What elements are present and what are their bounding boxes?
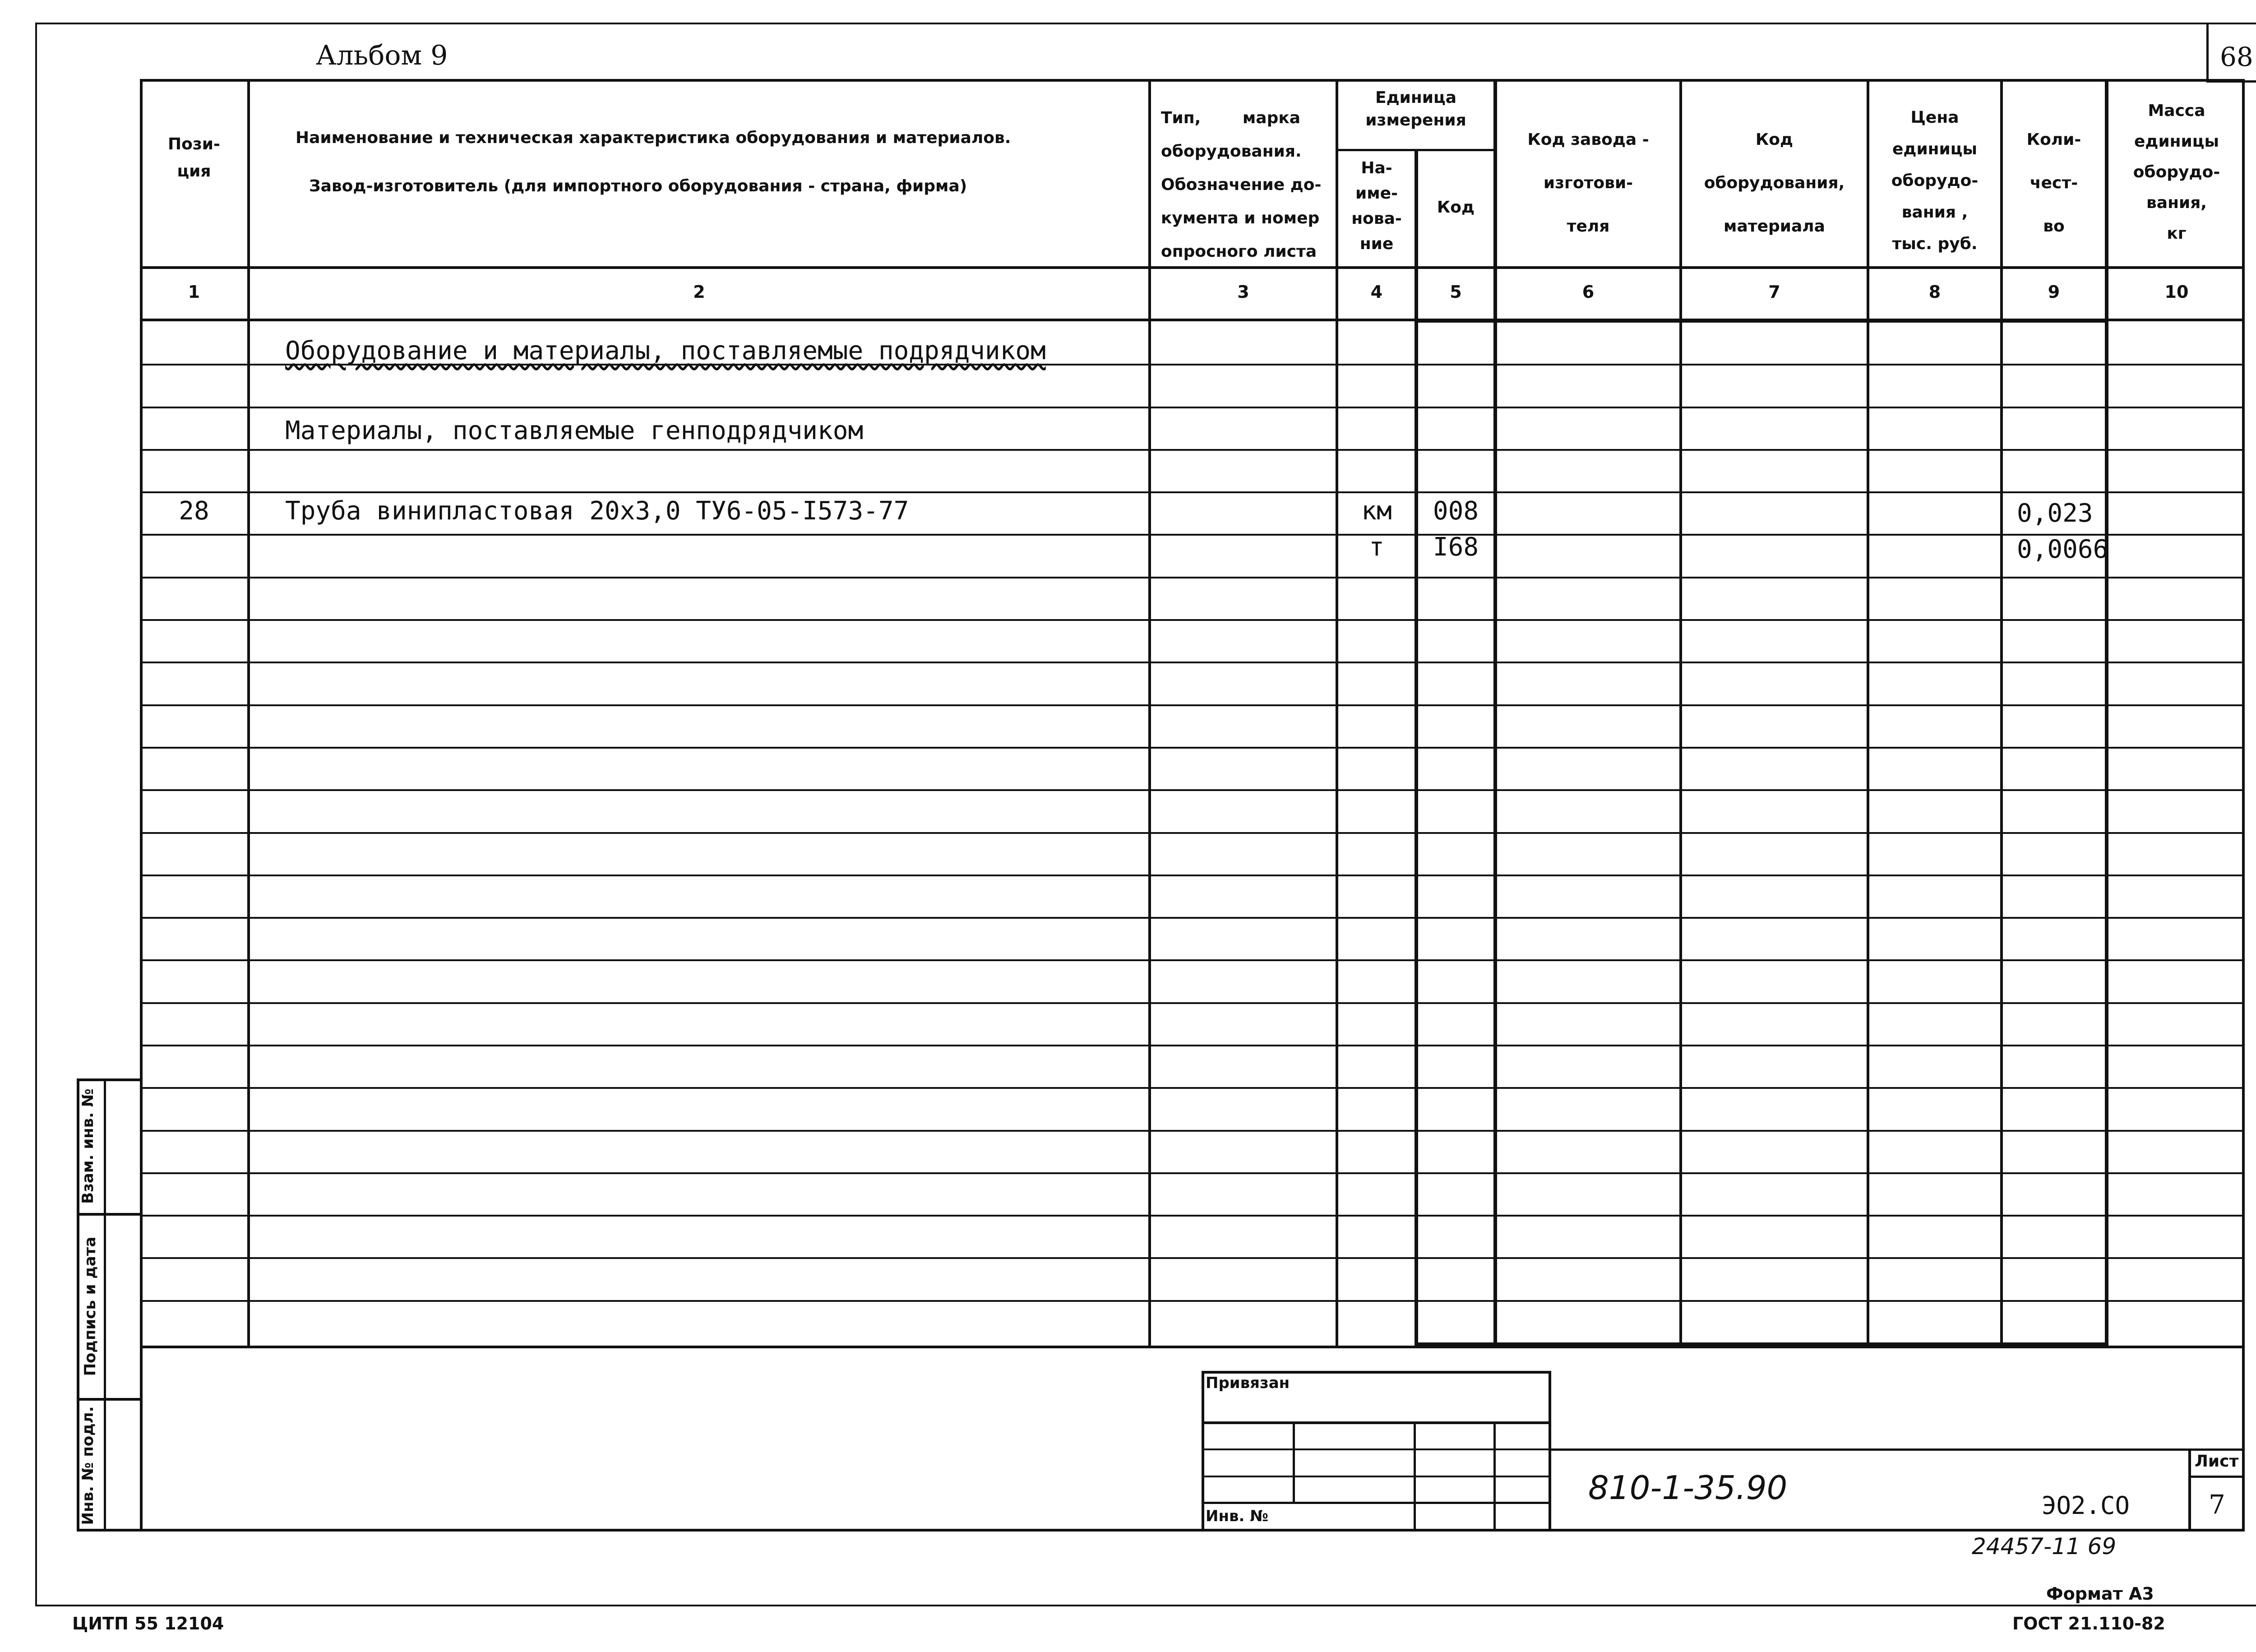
table-row-line xyxy=(140,789,2245,791)
header-col3-line4: кумента и номер xyxy=(1161,209,1320,227)
row-28-position: 28 xyxy=(179,496,209,526)
header-col3 xyxy=(1151,102,1336,268)
header-col9-line1: Коли- xyxy=(2026,130,2081,149)
side-stamp-div1 xyxy=(77,1213,143,1216)
colnum-10: 10 xyxy=(2164,282,2189,302)
header-col8-line4: вания , xyxy=(1901,203,1968,222)
row-28b-code: I68 xyxy=(1433,532,1479,562)
row-28b-unit: т xyxy=(1369,532,1384,562)
side-stamp-vzam: Взам. инв. № xyxy=(79,1088,97,1204)
header-unit-group xyxy=(1338,87,1493,132)
header-col1 xyxy=(140,131,248,185)
col-line-9 xyxy=(2000,79,2003,1348)
header-col10-line1: Масса xyxy=(2148,102,2205,120)
table-row-line xyxy=(140,747,2245,749)
project-code: 810-1-35.90 xyxy=(1588,1469,1788,1507)
header-col7-line1: Код xyxy=(1755,130,1794,149)
row-28-qty: 0,023 xyxy=(2017,499,2093,528)
page-number: 68 xyxy=(2220,42,2253,72)
table-row-line xyxy=(140,662,2245,663)
col-line-8 xyxy=(1867,79,1869,1348)
sheet-box-divider xyxy=(2188,1476,2245,1478)
header-col8-line3: оборудо- xyxy=(1891,171,1979,190)
table-row-line xyxy=(140,1045,2245,1046)
header-col3-line3: Обозначение до- xyxy=(1161,176,1322,194)
header-col8-line5: тыс. руб. xyxy=(1892,235,1978,253)
header-col5: Код xyxy=(1437,198,1475,217)
table-row-line xyxy=(140,491,2245,493)
bottom-handwritten-note: 24457-11 69 xyxy=(1972,1533,2117,1559)
header-col10-line5: кг xyxy=(2167,224,2187,243)
table-row-line xyxy=(140,619,2245,621)
side-stamp-inner xyxy=(104,1078,106,1532)
colnum-5: 5 xyxy=(1450,282,1462,302)
col-line-2 xyxy=(247,79,250,1348)
table-row-line xyxy=(140,1130,2245,1132)
table-row-line xyxy=(140,1257,2245,1259)
header-col6-line2: изготови- xyxy=(1543,174,1633,192)
header-col6-line3: теля xyxy=(1567,217,1610,236)
header-col4-line1: На- xyxy=(1361,159,1392,177)
col-line-4 xyxy=(1336,79,1338,1348)
format-label: Формат А3 xyxy=(2046,1584,2154,1604)
header-col10-line3: оборудо- xyxy=(2133,163,2220,181)
colnum-1: 1 xyxy=(188,282,200,302)
header-unit-line2: измерения xyxy=(1365,111,1466,130)
bold-box-bottom xyxy=(1415,1342,2108,1347)
header-col8-line2: единицы xyxy=(1892,140,1978,158)
table-row-line xyxy=(140,704,2245,706)
colnum-3: 3 xyxy=(1237,282,1249,302)
privyazan-h3 xyxy=(1202,1476,1551,1477)
col-line-5 xyxy=(1415,149,1418,1348)
publisher-stamp: ЦИТП 55 12104 xyxy=(72,1614,224,1633)
row-28b-qty: 0,0066 xyxy=(2017,535,2108,564)
header-unit-line1: Единица xyxy=(1375,88,1456,107)
privyazan-h1 xyxy=(1202,1421,1551,1424)
doc-code: ЭО2.СО xyxy=(2042,1491,2130,1520)
gost-standard: ГОСТ 21.110-82 xyxy=(2012,1614,2165,1633)
section-title-contractor: Оборудование и материалы, поставляемые подрядчиком xyxy=(285,336,1046,366)
header-col2-line1: Наименование и техническая характеристика оборудования и материалов. xyxy=(296,129,1011,147)
bold-box-top xyxy=(1415,319,2108,323)
col-line-3 xyxy=(1148,79,1151,1348)
table-row-line xyxy=(140,875,2245,876)
privyazan-v1 xyxy=(1293,1421,1295,1503)
row-28-unit: км xyxy=(1361,496,1392,526)
unit-group-divider xyxy=(1336,149,1496,151)
header-col8 xyxy=(1869,102,2000,260)
lower-bottom-border xyxy=(77,1529,2245,1532)
header-col7 xyxy=(1682,118,1867,248)
table-row-line xyxy=(140,534,2245,536)
header-col6 xyxy=(1497,118,1679,248)
colnum-6: 6 xyxy=(1582,282,1595,302)
table-row-line xyxy=(140,1215,2245,1217)
privyazan-h2 xyxy=(1202,1448,1551,1450)
table-row-line xyxy=(140,917,2245,919)
header-col4-line4: ние xyxy=(1359,235,1394,253)
table-row-line xyxy=(140,959,2245,961)
table-row-line xyxy=(140,1002,2245,1004)
header-col9-line2: чест- xyxy=(2029,174,2078,192)
side-stamp-inv-podl: Инв. № подл. xyxy=(79,1406,97,1525)
spec-table xyxy=(140,79,2245,1348)
colnum-8: 8 xyxy=(1928,282,1941,302)
header-col7-line2: оборудования, xyxy=(1704,174,1845,192)
header-col9-line3: во xyxy=(2043,217,2065,236)
col-line-7 xyxy=(1679,79,1682,1348)
header-col4-line3: нова- xyxy=(1351,209,1402,228)
header-col10 xyxy=(2108,96,2245,249)
outer-frame-top xyxy=(35,23,2256,24)
table-row-line xyxy=(140,449,2245,451)
col-line-10 xyxy=(2105,79,2108,1348)
header-col10-line4: вания, xyxy=(2146,194,2207,212)
header-col1-line2: ция xyxy=(177,162,211,180)
header-col3-line5: опросного листа xyxy=(1161,242,1317,261)
header-col4 xyxy=(1338,156,1415,257)
header-col8-line1: Цена xyxy=(1910,108,1959,127)
colnum-4: 4 xyxy=(1370,282,1383,302)
header-col4-line2: име- xyxy=(1355,184,1398,203)
colnum-2: 2 xyxy=(693,282,705,302)
title-block-top xyxy=(1551,1448,2245,1451)
sheet-number: 7 xyxy=(2209,1489,2225,1520)
row-28-name: Труба винипластовая 20х3,0 ТУ6-05-I573-77 xyxy=(285,496,909,526)
privyazan-label: Привязан xyxy=(1206,1374,1290,1392)
outer-frame-bottom xyxy=(35,1605,2256,1606)
album-title: Альбом 9 xyxy=(316,40,448,71)
side-stamp-podpis: Подпись и дата xyxy=(81,1236,99,1376)
colnum-9: 9 xyxy=(2048,282,2060,302)
privyazan-h4 xyxy=(1202,1502,1551,1504)
row-28-code: 008 xyxy=(1433,496,1479,526)
colnum-7: 7 xyxy=(1768,282,1780,302)
sheet-label: Лист xyxy=(2195,1452,2239,1471)
privyazan-v3 xyxy=(1493,1421,1496,1532)
header-col7-line3: материала xyxy=(1724,217,1825,236)
header-col1-line1: Пози- xyxy=(168,135,220,153)
table-row-line xyxy=(140,1300,2245,1302)
table-row-line xyxy=(140,832,2245,834)
table-row-line xyxy=(140,1087,2245,1089)
section-title-general-contractor: Материалы, поставляемые генподрядчиком xyxy=(285,416,864,445)
header-col9 xyxy=(2003,118,2105,248)
outer-frame-left xyxy=(35,23,37,1606)
col-line-6 xyxy=(1493,79,1497,1348)
header-col6-line1: Код завода - xyxy=(1527,130,1649,149)
header-col2-line2: Завод-изготовитель (для импортного оборудования - страна, фирма) xyxy=(309,177,967,195)
inv-no-label: Инв. № xyxy=(1206,1507,1269,1525)
header-col3-line2: оборудования. xyxy=(1161,142,1302,161)
privyazan-v2 xyxy=(1414,1421,1416,1532)
header-col10-line2: единицы xyxy=(2134,132,2219,151)
table-row-line xyxy=(140,407,2245,408)
header-col3-line1: Тип, марка xyxy=(1161,109,1301,127)
table-row-line xyxy=(140,1172,2245,1174)
table-row-line xyxy=(140,577,2245,578)
